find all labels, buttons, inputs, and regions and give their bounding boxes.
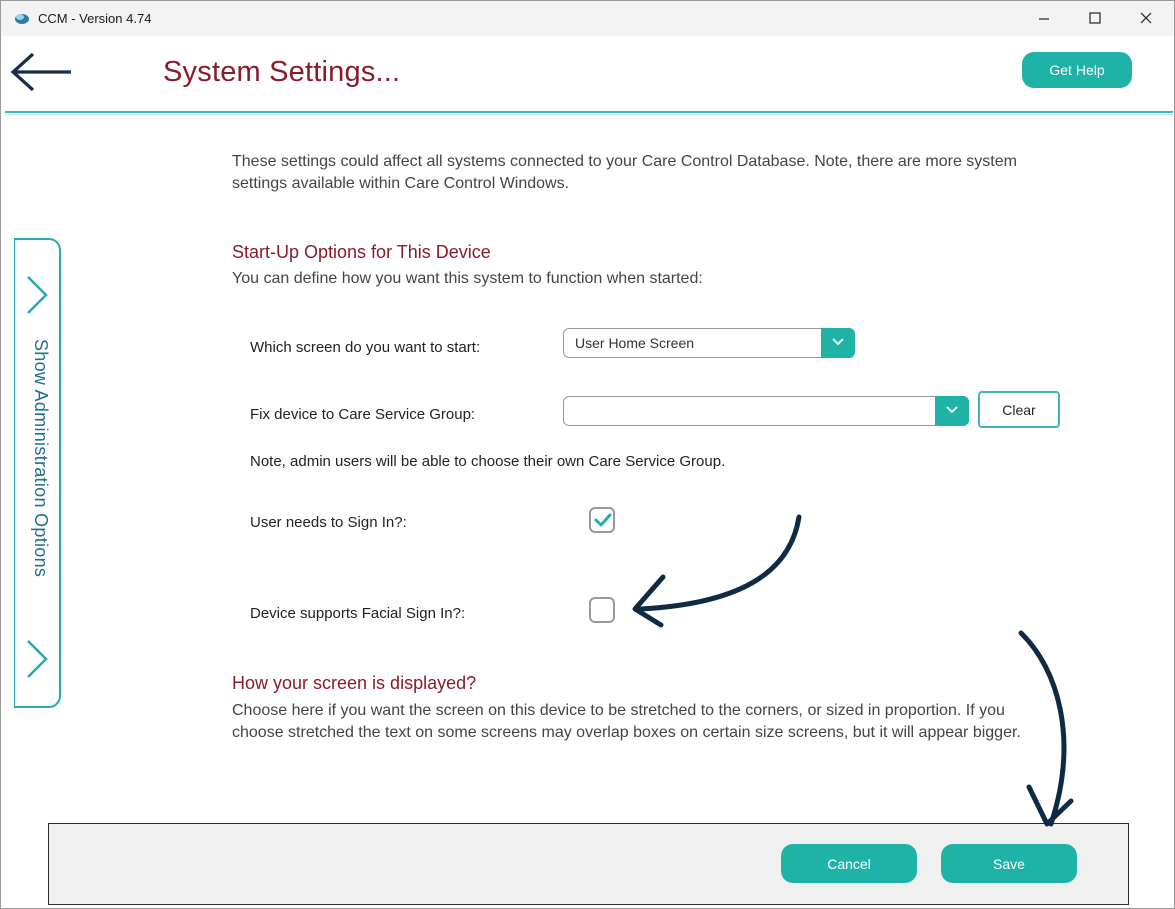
cancel-button[interactable]: Cancel	[781, 844, 917, 883]
footer-bar	[48, 823, 1129, 905]
admin-options-toggle[interactable]	[14, 238, 61, 708]
maximize-button[interactable]	[1072, 1, 1118, 36]
checkmark-icon	[594, 512, 612, 533]
sign-in-checkbox[interactable]	[589, 507, 615, 533]
header-divider	[5, 111, 1173, 113]
header-divider-light	[5, 114, 1173, 115]
start-screen-label: Which screen do you want to start:	[250, 339, 481, 356]
intro-text: These settings could affect all systems connected to your Care Control Database. Note, there are more system settings available within Care Control Windows.	[232, 153, 1017, 192]
admin-options-label: Show Administration Options	[31, 339, 51, 578]
close-button[interactable]	[1123, 1, 1169, 36]
chevron-down-icon[interactable]	[935, 396, 969, 426]
clear-button[interactable]: Clear	[978, 391, 1060, 428]
sign-in-label: User needs to Sign In?:	[250, 514, 407, 531]
app-logo-icon	[14, 11, 30, 25]
chevron-down-icon[interactable]	[821, 328, 855, 358]
facial-sign-in-label: Device supports Facial Sign In?:	[250, 605, 466, 622]
start-screen-select[interactable]	[563, 328, 855, 358]
care-group-select[interactable]	[563, 396, 969, 426]
startup-heading: Start-Up Options for This Device	[232, 242, 491, 262]
page-title: System Settings...	[163, 56, 401, 88]
chevron-right-icon	[24, 274, 50, 321]
start-screen-value: User Home Screen	[575, 335, 695, 351]
facial-sign-in-checkbox[interactable]	[589, 597, 615, 623]
get-help-button[interactable]: Get Help	[1022, 52, 1132, 88]
back-arrow-icon[interactable]	[9, 52, 73, 92]
startup-subheading: You can define how you want this system to function when started:	[232, 270, 703, 287]
care-group-label: Fix device to Care Service Group:	[250, 406, 476, 423]
title-bar	[1, 1, 1174, 36]
window-title: CCM - Version 4.74	[38, 11, 152, 26]
display-description: Choose here if you want the screen on this device to be stretched to the corners, or sized in proportion. If you choose stretched the text on some screens may overlap boxes on certain size screens, but it will appear bigger.	[232, 702, 1021, 741]
admin-note: Note, admin users will be able to choose their own Care Service Group.	[250, 453, 726, 470]
page-header	[1, 36, 1174, 112]
save-button[interactable]: Save	[941, 844, 1077, 883]
minimize-button[interactable]	[1021, 1, 1067, 36]
annotation-arrow-icon	[621, 511, 811, 636]
display-heading: How your screen is displayed?	[232, 673, 477, 693]
chevron-right-icon	[24, 638, 50, 685]
